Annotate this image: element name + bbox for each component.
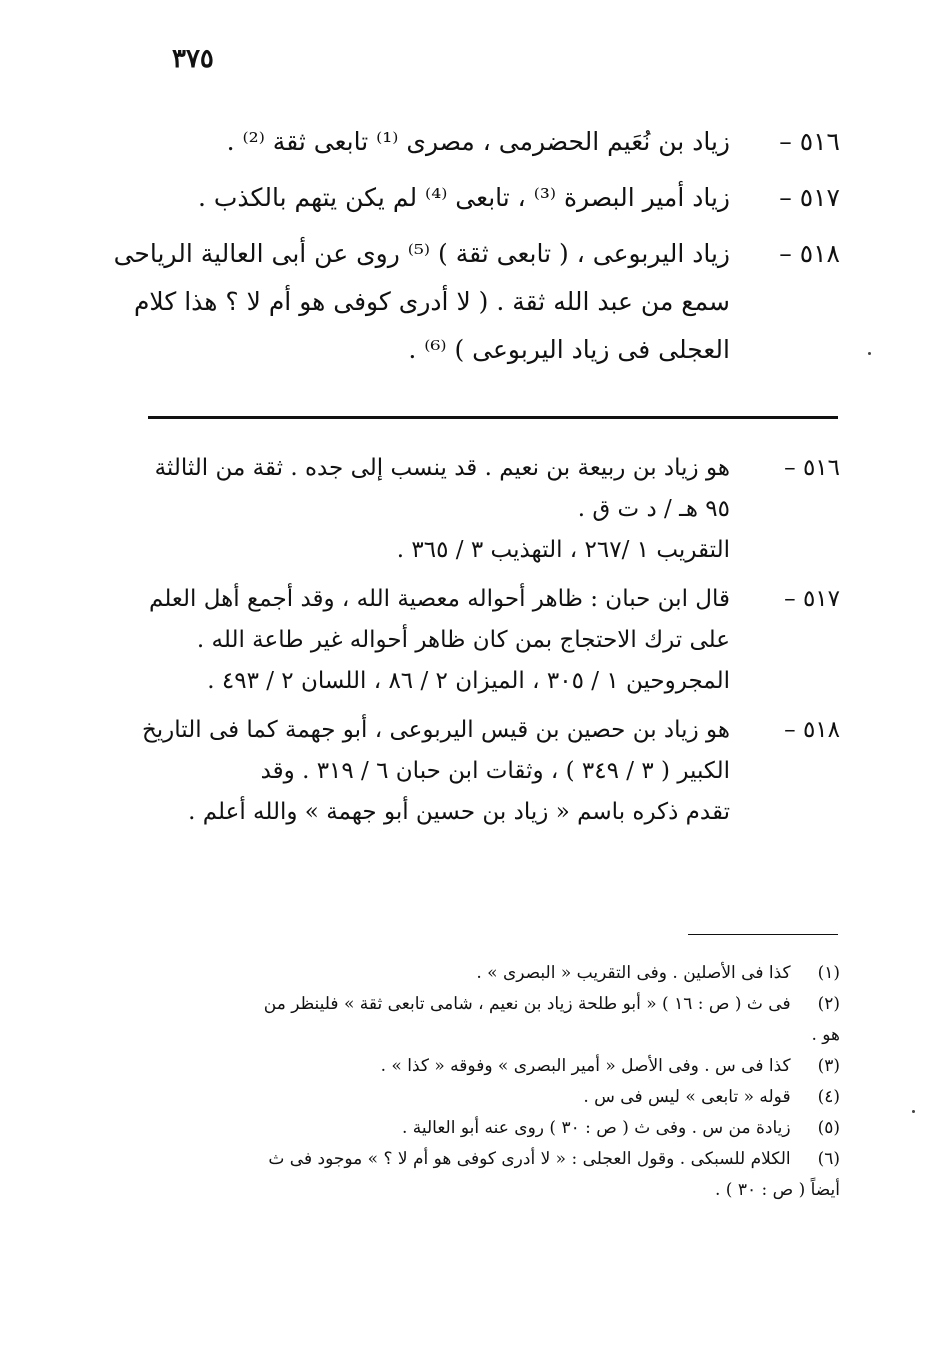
footnote-label: (٣) bbox=[817, 1056, 840, 1076]
footnote-4 bbox=[140, 1082, 840, 1113]
footnote-text: زيادة من س . وفى ث ( ص : ٣٠ ) روى عنه أبو العالية . bbox=[401, 1118, 791, 1138]
entry-number: ٥١٦ – bbox=[784, 455, 840, 481]
footnote-text: فى ث ( ص : ١٦ ) « أبو طلحة زياد بن نعيم ، شامى تابعى ثقة » فلينظر من bbox=[263, 994, 791, 1014]
entry-number: ٥١٨ – bbox=[779, 239, 840, 268]
entry-text-line: زياد أمير البصرة ⁽³⁾ ، تابعى ⁽⁴⁾ لم يكن يتهم بالكذب . bbox=[197, 183, 730, 212]
entry-text-line: زياد اليربوعى ، ( تابعى ثقة ) ⁽⁵⁾ روى عن أبى العالية الرياحى bbox=[113, 239, 730, 268]
scan-speck bbox=[912, 1110, 915, 1113]
footnote-text: كذا فى س . وفى الأصل « أمير البصرى » وفوقه « كذا » . bbox=[380, 1056, 791, 1076]
footnote-5 bbox=[140, 1113, 840, 1144]
footnote-label: (١) bbox=[817, 963, 840, 983]
footnotes bbox=[140, 958, 840, 1206]
entry-number: ٥١٨ – bbox=[784, 717, 840, 743]
entry-516 bbox=[140, 118, 840, 166]
entry-number: ٥١٦ – bbox=[779, 127, 840, 156]
commentary-line: قال ابن حبان : ظاهر أحواله معصية الله ، وقد أجمع أهل العلم bbox=[149, 586, 730, 612]
entry-text-line: العجلى فى زياد اليربوعى ) ⁽⁶⁾ . bbox=[408, 335, 730, 364]
commentary-518 bbox=[140, 710, 840, 833]
commentary-line: التقريب ١ /٢٦٧ ، التهذيب ٣ / ٣٦٥ . bbox=[396, 537, 730, 563]
commentary-line: المجروحين ١ / ٣٠٥ ، الميزان ٢ / ٨٦ ، اللسان ٢ / ٤٩٣ . bbox=[207, 668, 730, 694]
footnote-text: كذا فى الأصلين . وفى التقريب « البصرى » . bbox=[476, 963, 791, 983]
scan-speck bbox=[868, 352, 871, 355]
commentary-section bbox=[140, 448, 840, 841]
footnote-label: (٤) bbox=[817, 1087, 840, 1107]
footnote-text-continued: هو . bbox=[811, 1025, 840, 1045]
commentary-line: ٩٥ هـ / د ت ق . bbox=[577, 496, 730, 522]
footnote-label: (٥) bbox=[817, 1118, 840, 1138]
commentary-line: هو زياد بن حصين بن قيس اليربوعى ، أبو جهمة كما فى التاريخ bbox=[141, 717, 730, 743]
entry-text-line: زياد بن نُعَيم الحضرمى ، مصرى ⁽¹⁾ تابعى ثقة ⁽²⁾ . bbox=[226, 127, 730, 156]
entry-517 bbox=[140, 174, 840, 222]
commentary-line: الكبير ( ٣ / ٣٤٩ ) ، وثقات ابن حبان ٦ / ٣١٩ . وقد bbox=[260, 758, 730, 784]
entry-518 bbox=[113, 230, 840, 374]
entry-number: ٥١٧ – bbox=[784, 586, 840, 612]
biographical-entries bbox=[113, 118, 840, 382]
section-divider bbox=[148, 416, 838, 419]
page-number: ٣٧٥ bbox=[172, 44, 214, 74]
commentary-line: تقدم ذكره باسم « زياد بن حسين أبو جهمة » والله أعلم . bbox=[188, 799, 730, 825]
footnote-label: (٦) bbox=[817, 1149, 840, 1169]
commentary-line: على ترك الاحتجاج بمن كان ظاهر أحواله غير طاعة الله . bbox=[196, 627, 730, 653]
footnote-text: قوله « تابعى » ليس فى س . bbox=[583, 1087, 791, 1107]
footnote-3 bbox=[140, 1051, 840, 1082]
entry-number: ٥١٧ – bbox=[779, 183, 840, 212]
commentary-517 bbox=[140, 579, 840, 702]
footnote-2 bbox=[140, 989, 840, 1051]
commentary-line: هو زياد بن ربيعة بن نعيم . قد ينسب إلى جده . ثقة من الثالثة bbox=[154, 455, 730, 481]
commentary-516 bbox=[140, 448, 840, 571]
footnote-label: (٢) bbox=[817, 994, 840, 1014]
footnote-text-continued: أيضاً ( ص : ٣٠ ) . bbox=[714, 1180, 840, 1200]
footnote-6 bbox=[140, 1144, 840, 1206]
entry-text-line: سمع من عبد الله ثقة . ( لا أدرى كوفى هو أم لا ؟ هذا كلام bbox=[133, 287, 730, 316]
footnote-1 bbox=[140, 958, 840, 989]
footnote-rule bbox=[688, 934, 838, 935]
footnote-text: الكلام للسبكى . وقول العجلى : « لا أدرى كوفى هو أم لا ؟ » موجود فى ث bbox=[268, 1149, 791, 1169]
